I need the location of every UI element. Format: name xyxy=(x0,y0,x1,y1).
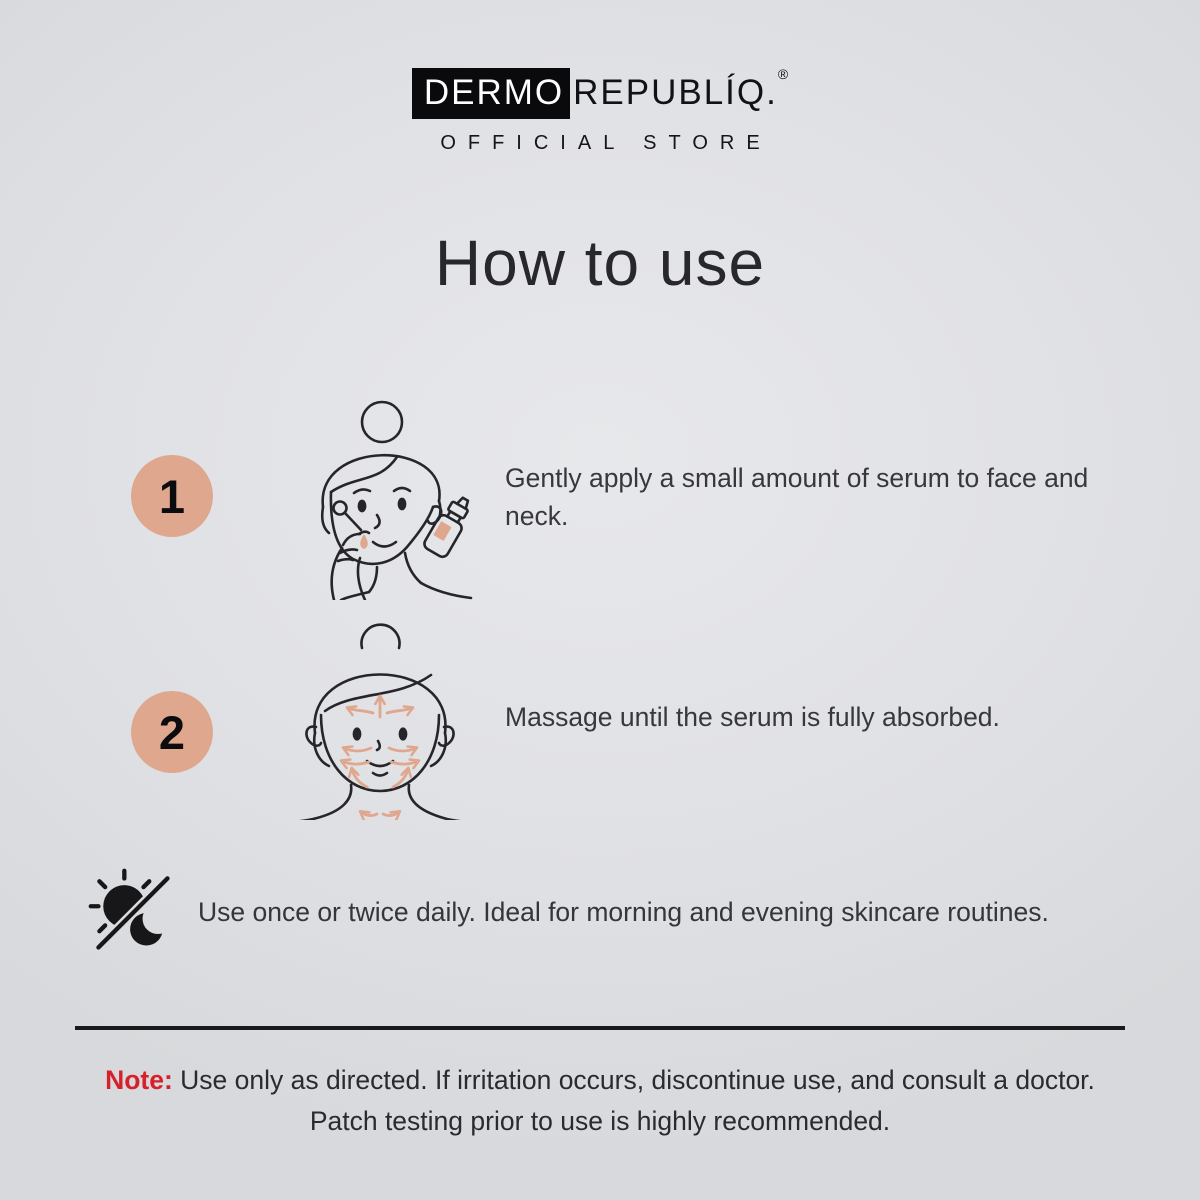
logo-secondary: REPUBLÍQ. xyxy=(573,73,778,112)
note xyxy=(40,1060,1160,1142)
brand-header xyxy=(0,68,1200,155)
step-1-number-badge: 1 xyxy=(131,455,213,537)
step-1-text: Gently apply a small amount of serum to face and neck. xyxy=(505,462,1089,531)
registered-trademark-icon: ® xyxy=(777,66,789,82)
step-row-1 xyxy=(0,395,1200,600)
step-2-number-badge: 2 xyxy=(131,691,213,773)
usage-text: Use once or twice daily. Ideal for morning and evening skincare routines. xyxy=(198,896,1049,927)
divider xyxy=(75,1026,1125,1030)
step-row-2 xyxy=(0,615,1200,820)
brand-logo xyxy=(412,68,788,119)
usage-row xyxy=(86,862,1150,962)
note-line2: Patch testing prior to use is highly recommended. xyxy=(309,1106,891,1137)
page-title: How to use xyxy=(434,227,766,299)
face-massage-illustration-icon xyxy=(285,615,475,820)
brand-tagline: OFFICIAL STORE xyxy=(440,132,772,154)
serum-apply-illustration-icon xyxy=(285,395,475,600)
day-night-icon xyxy=(86,866,178,958)
note-label: Note: xyxy=(105,1065,173,1095)
note-line1: Use only as directed. If irritation occurs, discontinue use, and consult a doctor. xyxy=(180,1065,1095,1095)
step-2-text: Massage until the serum is fully absorbed. xyxy=(505,701,1000,732)
logo-primary: DERMO xyxy=(412,68,570,119)
